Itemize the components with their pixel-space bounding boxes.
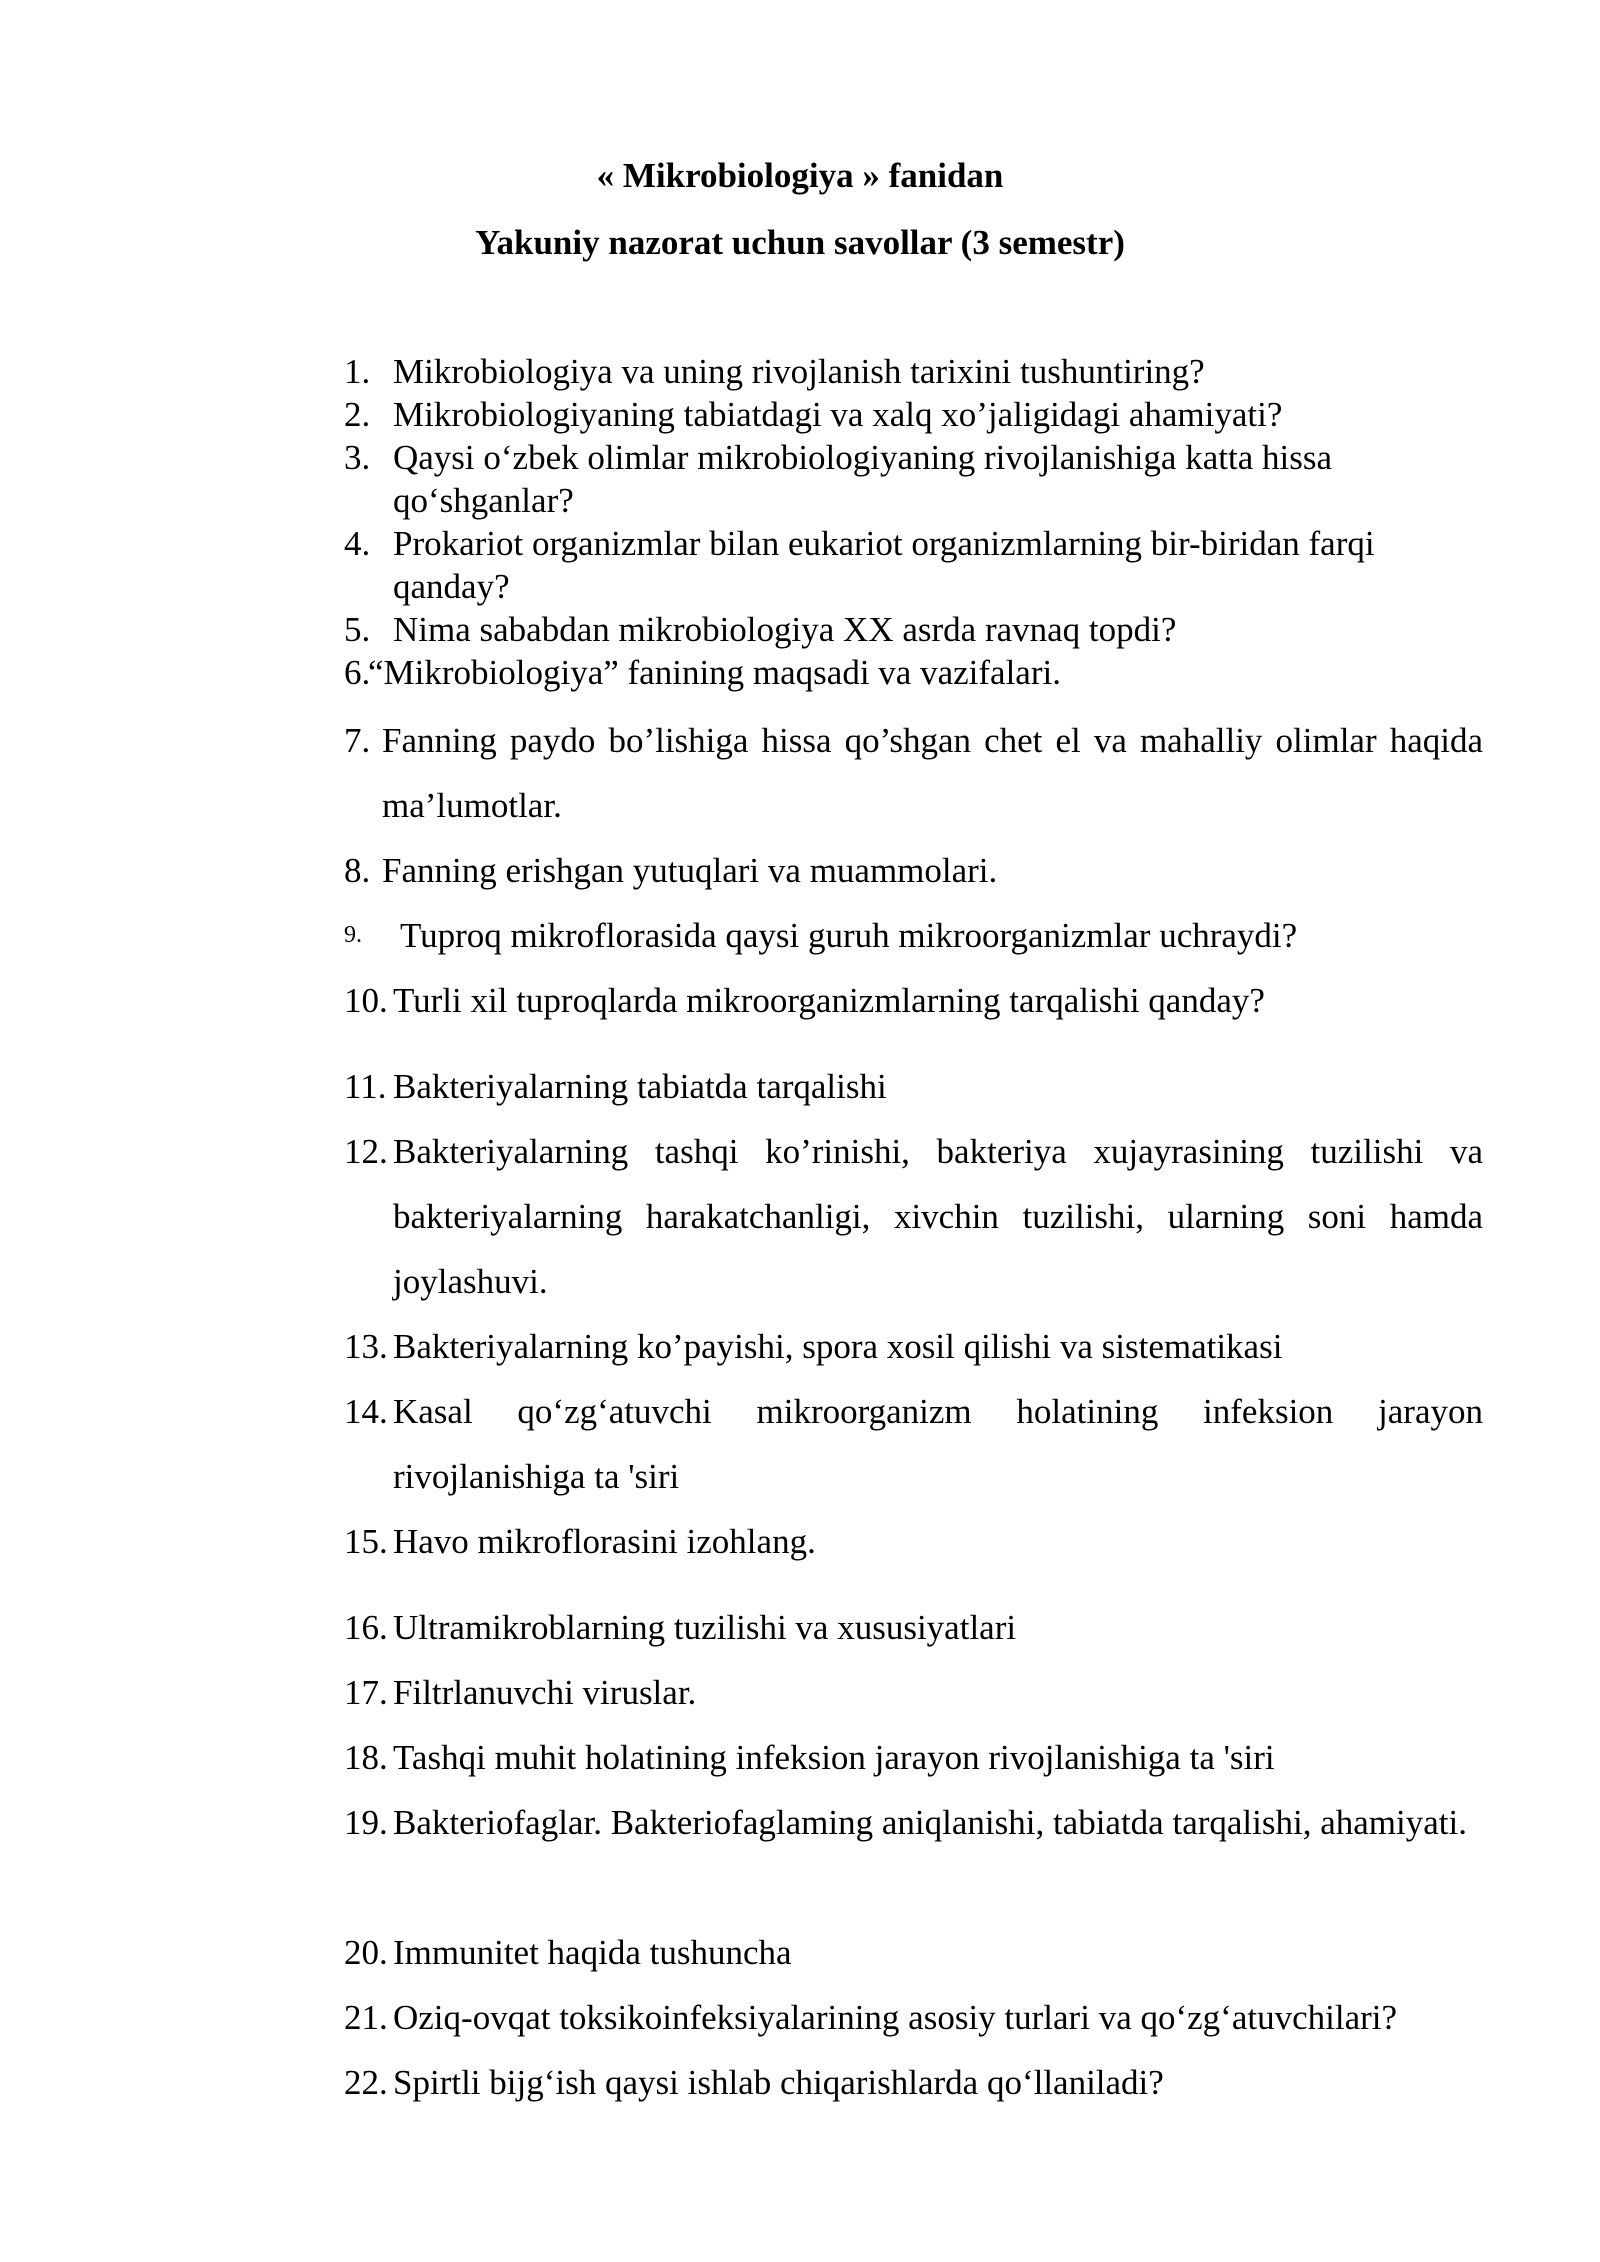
item-text: Bakteriyalarning tabiatda tarqalishi — [393, 1067, 887, 1106]
item-number: 16. — [344, 1608, 388, 1647]
item-number: 8. — [344, 851, 371, 890]
item-number: 3. — [344, 438, 371, 477]
item-text: Fanning paydo bo’lishiga hissa qo’shgan chet el va mahalliy olimlar haqida ma’lumotlar. — [382, 721, 1483, 825]
item-text: Turli xil tuproqlarda mikroorganizmlarning tarqalishi qanday? — [393, 981, 1265, 1020]
item-number: 1. — [344, 352, 371, 391]
item-text: Tashqi muhit holatining infeksion jarayon rivojlanishiga ta 'siri — [393, 1738, 1275, 1777]
item-number: 6. — [344, 653, 371, 692]
item-text: Spirtli bijg‘ish qaysi ishlab chiqarishlarda qo‘llaniladi? — [393, 2063, 1164, 2102]
item-text: Mikrobiologiyaning tabiatdagi va xalq xo’jaligidagi ahamiyati? — [393, 395, 1283, 434]
item-number: 14. — [344, 1392, 388, 1431]
item-text: Fanning erishgan yutuqlari va muammolari. — [382, 851, 998, 890]
item-text: Kasal qo‘zg‘atuvchi mikroorganizm holatining infeksion jarayon rivojlanishiga ta 'siri — [393, 1392, 1483, 1496]
item-number: 5. — [344, 610, 371, 649]
item-number: 9. — [344, 922, 362, 948]
item-text: “Mikrobiologiya” fanining maqsadi va vazifalari. — [368, 653, 1061, 692]
item-number: 10. — [344, 981, 388, 1020]
item-text: Nima sababdan mikrobiologiya XX asrda ravnaq topdi? — [393, 610, 1177, 649]
item-number: 21. — [344, 1998, 388, 2037]
item-text: Havo mikroflorasini izohlang. — [393, 1522, 816, 1561]
item-text: Bakteriofaglar. Bakteriofaglaming aniqlanishi, tabiatda tarqalishi, ahamiyati. — [393, 1803, 1467, 1842]
item-number: 13. — [344, 1327, 388, 1366]
item-number: 22. — [344, 2063, 388, 2102]
document-subtitle: Yakuniy nazorat uchun savollar (3 semestr) — [475, 223, 1125, 262]
item-number: 17. — [344, 1673, 388, 1712]
item-text: Prokariot organizmlar bilan eukariot organizmlarning bir-biridan farqi qanday? — [393, 524, 1375, 606]
item-text: Tuproq mikroflorasida qaysi guruh mikroorganizmlar uchraydi? — [400, 916, 1298, 955]
item-number: 4. — [344, 524, 371, 563]
item-text: Oziq-ovqat toksikoinfeksiyalarining asosiy turlari va qo‘zg‘atuvchilari? — [393, 1998, 1398, 2037]
item-number: 18. — [344, 1738, 388, 1777]
item-number: 19. — [344, 1803, 388, 1842]
item-number: 7. — [344, 721, 371, 760]
item-text: Immunitet haqida tushuncha — [393, 1933, 792, 1972]
item-text: Mikrobiologiya va uning rivojlanish tarixini tushuntiring? — [393, 352, 1205, 391]
item-number: 12. — [344, 1132, 388, 1171]
item-number: 20. — [344, 1933, 388, 1972]
item-text: Qaysi o‘zbek olimlar mikrobiologiyaning rivojlanishiga katta hissa qo‘shganlar? — [393, 438, 1332, 520]
item-text: Bakteriyalarning ko’payishi, spora xosil qilishi va sistematikasi — [393, 1327, 1283, 1366]
item-number: 2. — [344, 395, 371, 434]
item-number: 15. — [344, 1522, 388, 1561]
item-number: 11. — [344, 1067, 387, 1106]
item-text: Ultramikroblarning tuzilishi va xususiyatlari — [393, 1608, 1017, 1647]
document-title: « Mikrobiologiya » fanidan — [596, 156, 1004, 195]
item-text: Filtrlanuvchi viruslar. — [393, 1673, 697, 1712]
item-text: Bakteriyalarning tashqi ko’rinishi, bakteriya xujayrasining tuzilishi va bakteriyalarning harakatchanligi, xivchin tuzilishi, ularning soni hamda joylashuvi. — [393, 1132, 1483, 1301]
